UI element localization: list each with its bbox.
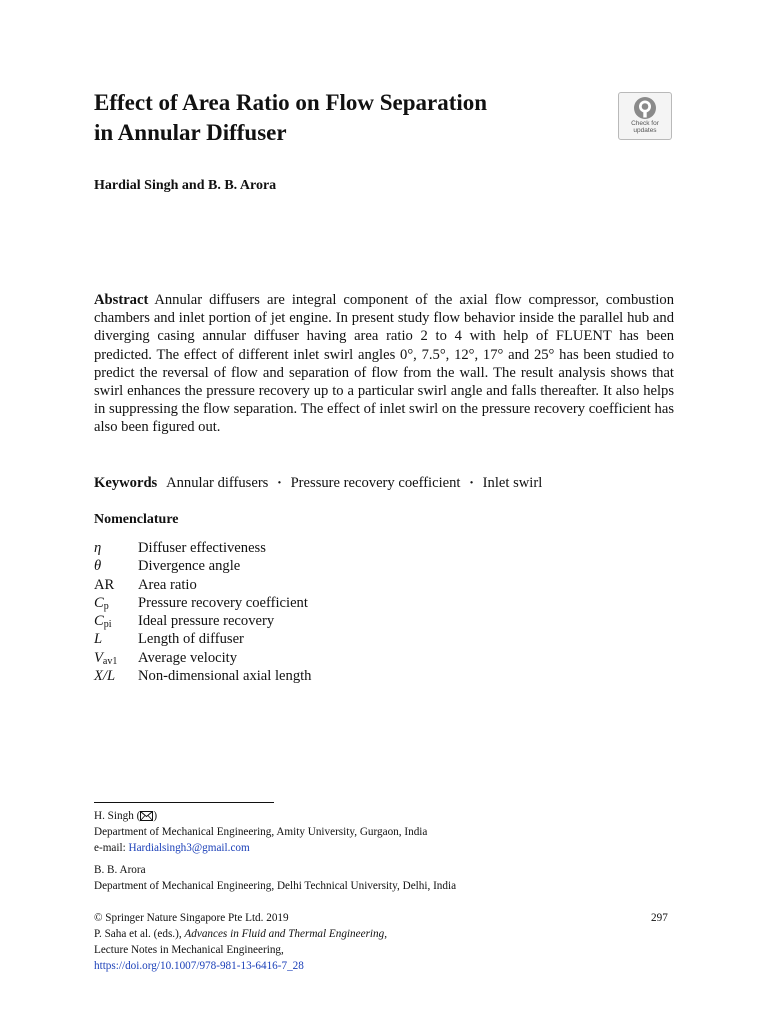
- editors: P. Saha et al. (eds.),: [94, 928, 185, 940]
- footnote-divider: [94, 802, 274, 803]
- nomenclature-symbol: X/L: [94, 668, 116, 685]
- keyword-item: Pressure recovery coefficient: [290, 475, 461, 491]
- nomenclature-symbol: AR: [94, 576, 115, 593]
- paper-title: [94, 88, 594, 148]
- publication-info: © Springer Nature Singapore Pte Ltd. 2019 P. Saha et al. (eds.), Advances in Fluid and Thermal Engineering, Lecture Notes in Mechanical Engineering, https://doi.org/10.1007/978-981-13-6416-7_28: [94, 910, 694, 974]
- author-affiliation-singh: [94, 808, 694, 856]
- check-for-updates-badge[interactable]: [618, 92, 672, 140]
- nomenclature-description: Length of diffuser: [138, 631, 244, 648]
- nomenclature-row: [94, 594, 594, 612]
- abstract-text: Annular diffusers are integral component of the axial flow compressor, combustion chambers and inlet portion of jet engine. In present study flow behavior inside the parallel hub and diverging casing annular diffuser having area ratio 2 to 4 with help of FLUENT has been predicted. The effect of different inlet swirl angles 0°, 7.5°, 12°, 17° and 25° has been studied to predict the reversal of flow and separation of flow from the wall. The result analysis shows that swirl enhances the pressure recovery up to a particular swirl angle and falls thereafter. It also helps in suppressing the flow separation. The effect of inlet swirl on the pressure recovery coefficient has also been figured out.: [94, 292, 674, 436]
- title-line-1: Effect of Area Ratio on Flow Separation: [94, 90, 488, 115]
- book-title: Advances in Fluid and Thermal Engineering: [184, 928, 385, 940]
- nomenclature-subscript: pi: [103, 619, 112, 631]
- nomenclature-description: Ideal pressure recovery: [138, 613, 275, 630]
- nomenclature-symbol: $C_{pi}$: [94, 613, 112, 631]
- keyword-item: Inlet swirl: [482, 475, 543, 491]
- nomenclature-description: Average velocity: [138, 649, 237, 666]
- arora-name: B. B. Arora: [94, 864, 146, 876]
- nomenclature-row: [94, 649, 594, 667]
- nomenclature-row: [94, 557, 594, 575]
- nomenclature-description: Diffuser effectiveness: [138, 540, 266, 556]
- nomenclature-row: [94, 630, 594, 648]
- nomenclature-symbol: η: [94, 540, 102, 556]
- keyword-separator: ·: [277, 475, 282, 491]
- nomenclature-subscript: av1: [102, 655, 118, 667]
- singh-department: Department of Mechanical Engineering, Amity University, Gurgaon, India: [94, 826, 428, 838]
- authors: Hardial Singh and B. B. Arora: [94, 178, 277, 193]
- email-link[interactable]: Hardialsingh3@gmail.com: [128, 842, 250, 854]
- nomenclature-description: Divergence angle: [138, 558, 241, 575]
- check-updates-icon: [633, 96, 657, 120]
- title-line-2: in Annular Diffuser: [94, 120, 287, 145]
- nomenclature-description: Pressure recovery coefficient: [138, 594, 308, 611]
- badge-text-1: Check for: [631, 120, 659, 127]
- series-line: Lecture Notes in Mechanical Engineering,: [94, 944, 284, 956]
- nomenclature-symbol: θ: [94, 558, 102, 575]
- page-number: 297: [651, 912, 668, 924]
- nomenclature-row: [94, 612, 594, 630]
- nomenclature-heading: Nomenclature: [94, 512, 179, 527]
- keyword-item: Annular diffusers: [166, 475, 269, 491]
- keywords-label: Keywords: [94, 475, 158, 491]
- singh-name: H. Singh (: [94, 810, 141, 822]
- nomenclature-symbol: L: [94, 631, 103, 648]
- nomenclature-symbol: $C_p$: [94, 594, 109, 612]
- arora-department: Department of Mechanical Engineering, Delhi Technical University, Delhi, India: [94, 880, 457, 892]
- nomenclature-description: Area ratio: [138, 576, 197, 593]
- nomenclature-row: [94, 576, 594, 594]
- nomenclature-row: [94, 667, 594, 685]
- keyword-separator: ·: [469, 475, 475, 491]
- nomenclature-subscript: p: [103, 600, 109, 612]
- doi-link[interactable]: https://doi.org/10.1007/978-981-13-6416-7_28: [94, 960, 304, 972]
- abstract: [94, 291, 674, 437]
- copyright-line: © Springer Nature Singapore Pte Ltd. 2019: [94, 912, 289, 924]
- abstract-label: Abstract: [94, 292, 149, 308]
- nomenclature-symbol: $V_{av1}$: [94, 649, 118, 667]
- envelope-icon[interactable]: [140, 811, 153, 821]
- nomenclature-list: [94, 539, 594, 685]
- singh-name-close: ): [153, 810, 158, 822]
- email-label: e-mail:: [94, 842, 129, 854]
- nomenclature-description: Non-dimensional axial length: [138, 668, 312, 685]
- badge-text-2: updates: [633, 127, 657, 134]
- nomenclature-row: [94, 539, 594, 557]
- keywords: [94, 474, 674, 492]
- author-affiliation-arora: [94, 862, 694, 894]
